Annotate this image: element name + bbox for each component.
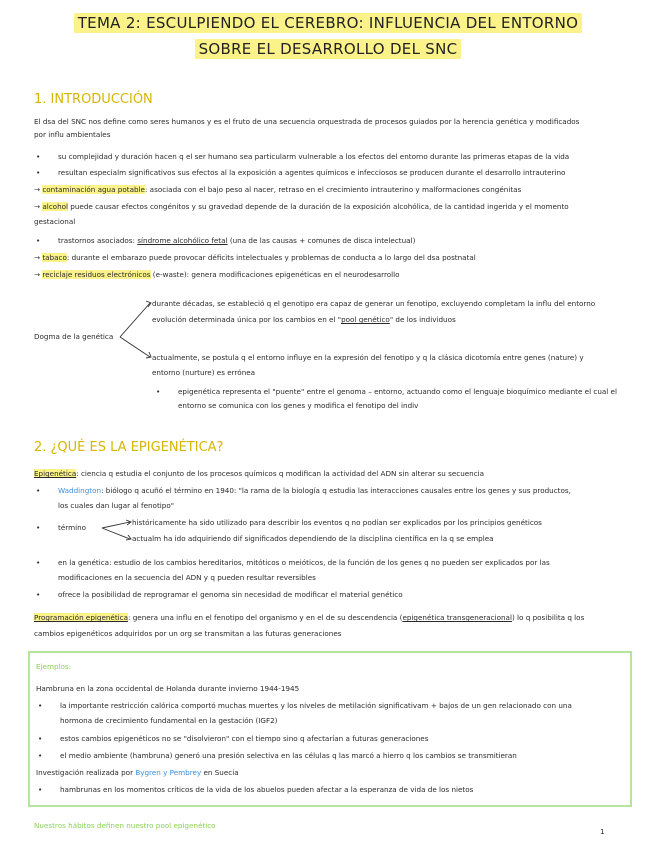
example-b4: • hambrunas en los momentos críticos de la vida de los abuelos pueden afectar a la esperanza de vida de los nietos	[60, 784, 473, 795]
dogma-label: Dogma de la genética	[34, 332, 114, 341]
section2-heading: 2. ¿QUÉ ES LA EPIGENÉTICA?	[34, 440, 224, 455]
waddington-line2: los cuales dan lugar al fenotipo"	[58, 501, 175, 510]
bullet-complejidad: • su complejidad y duración hacen q el ser humano sea particularm vulnerable a los efectos del entorno durante las primeras etapas de la vida	[58, 151, 569, 162]
example-investigacion: Investigación realizada por Bygren y Pembrey en Suecia	[36, 768, 239, 777]
termino-brace	[100, 518, 134, 544]
dogma-bottom-line1: actualmente, se postula q el entorno influye en la expresión del fenotipo y q la clásica dicotomía entre genes (nature) y	[152, 353, 584, 362]
example-b2: • estos cambios epigenéticos no se "disolvieron" con el tiempo sino q afectarían a futuras generaciones	[60, 733, 428, 744]
bullet-ofrece: • ofrece la posibilidad de reprogramar el genoma sin necesidad de modificar el material genético	[58, 589, 403, 600]
termino-label: • término	[58, 522, 86, 533]
programacion-line1: Programación epigenética: genera una influ en el fenotipo del organismo y en el de su descendencia (epigenética transgeneracional) lo q posibilita q los	[34, 613, 585, 622]
arrow-alcohol: → alcohol puede causar efectos congénitos y su gravedad depende de la duración de la exposición alcohólica, de la cantidad ingerida y el momento	[34, 202, 569, 211]
arrow-alcohol-cont: gestacional	[34, 217, 76, 226]
dogma-sub-line2: entorno se comunica con los genes y modifica el fenotipo del indiv	[178, 401, 419, 410]
dogma-top-line1: durante décadas, se estableció q el genotipo era capaz de generar un fenotipo, excluyendo completam la influ del entorno	[152, 299, 596, 308]
genetica-line2: modificaciones en la secuencia del ADN y q pueden resultar reversibles	[58, 573, 316, 582]
example-b3: • el medio ambiente (hambruna) generó una presión selectiva en las células q las marcó a hierro q los cambios se transmitieran	[60, 750, 517, 761]
termino-top: históricamente ha sido utilizado para describir los eventos q no podían ser explicados por los principios genéticos	[132, 518, 542, 527]
waddington-line1: • Waddington: biólogo q acuñó el término en 1940: "la rama de la biología q estudia las interacciones causales entre los genes y sus productos,	[58, 485, 571, 496]
dogma-brace	[118, 300, 154, 360]
dogma-bottom-line2: entorno (nurture) es errónea	[152, 368, 256, 377]
example-b1-line1: • la importante restricción calórica comportó muchas muertes y los niveles de metilación significativam + bajos de un gen relacionado con una	[60, 700, 572, 711]
bullet-trastornos: • trastornos asociados: síndrome alcohólico fetal (una de las causas + comunes de disca intelectual)	[58, 235, 415, 246]
page-title-line2: SOBRE EL DESARROLLO DEL SNC	[0, 40, 656, 58]
intro-line1: El dsa del SNC nos define como seres humanos y es el fruto de una secuencia orquestrada de procesos guiados por la herencia genética y modificados	[34, 117, 580, 126]
arrow-contaminacion: → contaminación agua potable: asociada con el bajo peso al nacer, retraso en el crecimiento intrauterino y malformaciones congénitas	[34, 185, 522, 194]
section1-heading: 1. INTRODUCCIÓN	[34, 92, 153, 107]
def-epigenetica: Epigenética: ciencia q estudia el conjunto de los procesos químicos q modifican la actividad del ADN sin alterar su secuencia	[34, 469, 485, 478]
arrow-tabaco: → tabaco: durante el embarazo puede provocar déficits intelectuales y problemas de conducta a lo largo del dsa postnatal	[34, 253, 476, 262]
termino-bottom: actualm ha ido adquiriendo dif significados dependiendo de la disciplina científica en la q se emplea	[132, 534, 494, 543]
footer-note: Nuestros hábitos definen nuestro pool epigenético	[34, 821, 216, 830]
dogma-top-line2: evolución determinada única por los cambios en el "pool genético" de los individuos	[152, 315, 456, 324]
page-number: 1	[600, 827, 605, 836]
programacion-line2: cambios epigenéticos adquiridos por un org se transmitan a las futuras generaciones	[34, 629, 342, 638]
dogma-sub-line1: • epigenética representa el "puente" entre el genoma – entorno, actuando como el lenguaje bioquímico mediante el cual el	[178, 386, 617, 397]
example-b1-line2: hormona de crecimiento fundamental en la gestación (IGF2)	[60, 716, 278, 725]
example-label: Ejemplos:	[36, 662, 72, 671]
page-title-line1: TEMA 2: ESCULPIENDO EL CEREBRO: INFLUENCIA DEL ENTORNO	[0, 14, 656, 32]
bullet-efectos: • resultan especialm significativos sus efectos al la exposición a agentes químicos e infecciosos se producen durante el desarrollo intrauterino	[58, 167, 565, 178]
intro-line2: por influ ambientales	[34, 130, 111, 139]
arrow-reciclaje: → reciclaje residuos electrónicos (e-waste): genera modificaciones epigenéticas en el neurodesarrollo	[34, 270, 400, 279]
genetica-line1: • en la genética: estudio de los cambios hereditarios, mitóticos o meióticos, de la función de los genes q no pueden ser explicados por las	[58, 557, 550, 568]
example-hambruna: Hambruna en la zona occidental de Holanda durante invierno 1944-1945	[36, 684, 300, 693]
